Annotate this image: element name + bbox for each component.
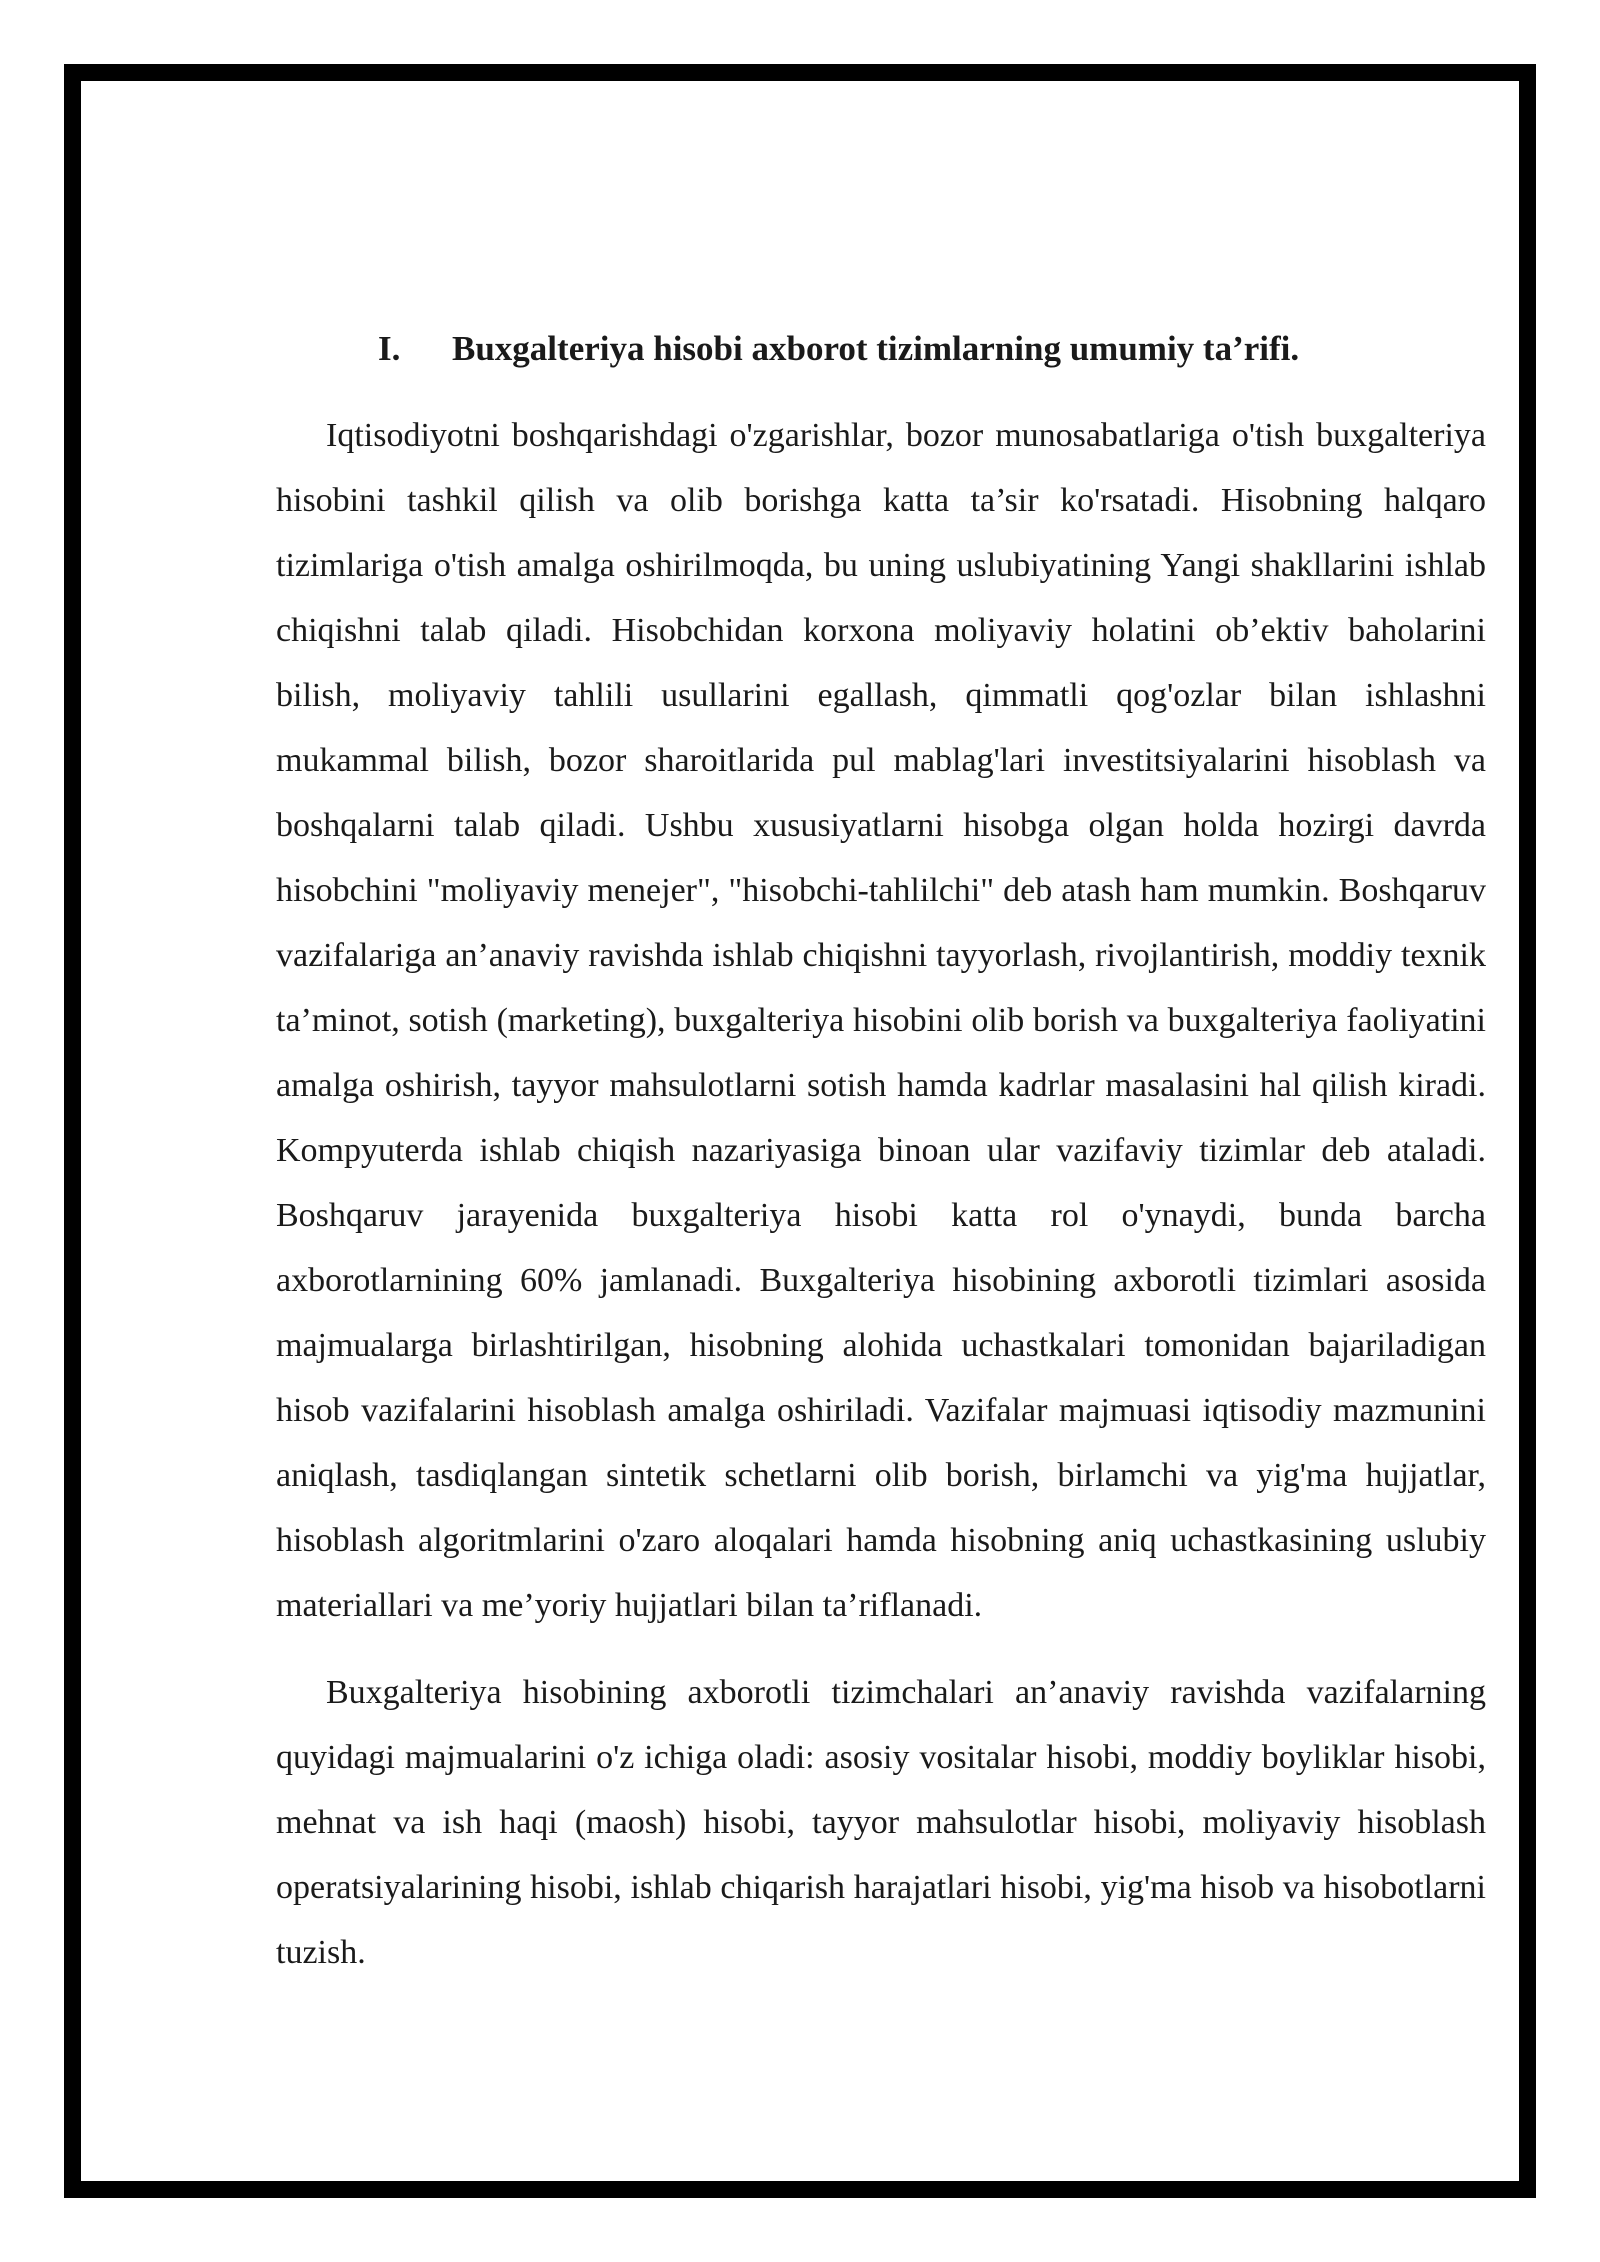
section-number: I. bbox=[378, 329, 401, 368]
section-heading bbox=[276, 325, 1486, 373]
section-title: Buxgalteriya hisobi axborot tizimlarning umumiy ta’rifi. bbox=[452, 329, 1300, 368]
paragraph-1: Iqtisodiyotni boshqarishdagi o'zgarishlar, bozor munosabatlariga o'tish buxgalteriya hisobini tashkil qilish va olib borishga katta ta’sir ko'rsatadi. Hisobning halqaro tizimlariga o'tish amalga oshirilmoqda, bu uning uslubiyatining Yangi shakllarini ishlab chiqishni talab qiladi. Hisobchidan korxona moliyaviy holatini ob’ektiv baholarini bilish, moliyaviy tahlili usullarini egallash, qimmatli qog'ozlar bilan ishlashni mukammal bilish, bozor sharoitlarida pul mablag'lari investitsiyalarini hisoblash va boshqalarni talab qiladi. Ushbu xususiyatlarni hisobga olgan holda hozirgi davrda hisobchini "moliyaviy menejer", "hisobchi-tahlilchi" deb atash ham mumkin. Boshqaruv vazifalariga an’anaviy ravishda ishlab chiqishni tayyorlash, rivojlantirish, moddiy texnik ta’minot, sotish (marketing), buxgalteriya hisobini olib borish va buxgalteriya faoliyatini amalga oshirish, tayyor mahsulotlarni sotish hamda kadrlar masalasini hal qilish kiradi. Kompyuterda ishlab chiqish nazariyasiga binoan ular vazifaviy tizimlar deb ataladi. Boshqaruv jarayenida buxgalteriya hisobi katta rol o'ynaydi, bunda barcha axborotlarnining 60% jamlanadi. Buxgalteriya hisobining axborotli tizimlari asosida majmualarga birlashtirilgan, hisobning alohida uchastkalari tomonidan bajariladigan hisob vazifalarini hisoblash amalga oshiriladi. Vazifalar majmuasi iqtisodiy mazmunini aniqlash, tasdiqlangan sintetik schetlarni olib borish, birlamchi va yig'ma hujjatlar, hisoblash algoritmlarini o'zaro aloqalari hamda hisobning aniq uchastkasining uslubiy materiallari va me’yoriy hujjatlari bilan ta’riflanadi. bbox=[276, 417, 1486, 1624]
paragraph-2: Buxgalteriya hisobining axborotli tizimchalari an’anaviy ravishda vazifalarning quyidagi majmualarini o'z ichiga oladi: asosiy vositalar hisobi, moddiy boyliklar hisobi, mehnat va ish haqi (maosh) hisobi, tayyor mahsulotlar hisobi, moliyaviy hisoblash operatsiyalarining hisobi, ishlab chiqarish harajatlari hisobi, yig'ma hisob va hisobotlarni tuzish. bbox=[276, 1674, 1486, 1971]
document-body bbox=[276, 325, 1486, 2007]
